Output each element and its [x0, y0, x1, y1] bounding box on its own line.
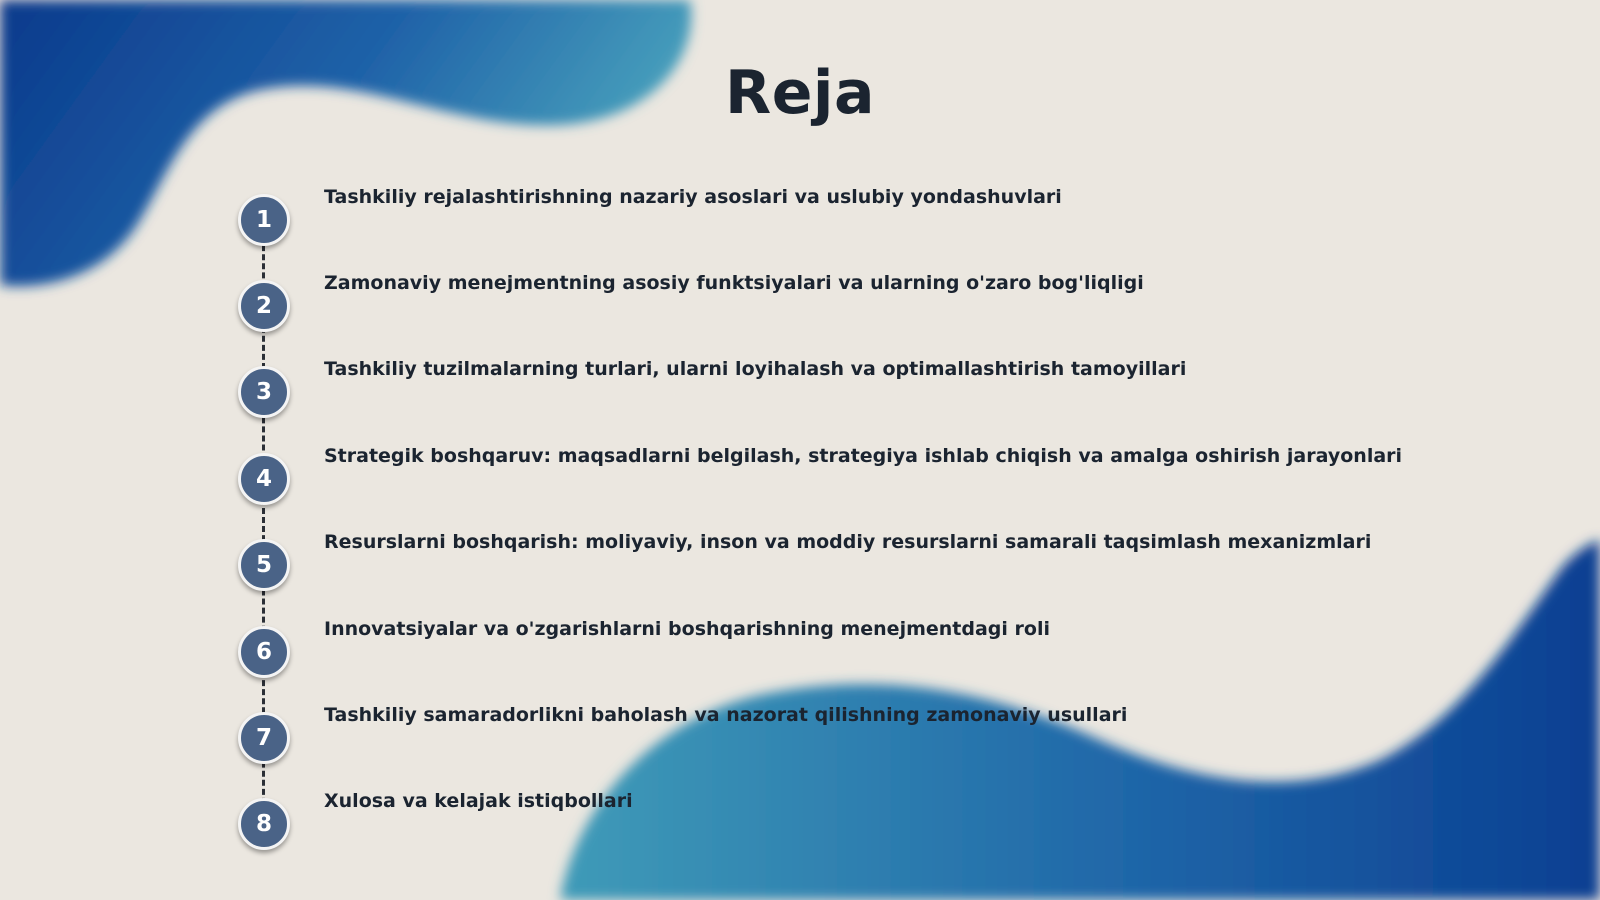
agenda-item-text: Tashkiliy samaradorlikni baholash va nazorat qilishning zamonaviy usullari — [324, 704, 1128, 726]
number-badge: 4 — [238, 453, 290, 505]
agenda-item-8 — [238, 790, 1568, 858]
agenda-item-text: Strategik boshqaruv: maqsadlarni belgilash, strategiya ishlab chiqish va amalga oshirish jarayonlari — [324, 445, 1403, 467]
number-badge: 7 — [238, 712, 290, 764]
agenda-item-4 — [238, 445, 1568, 513]
agenda-item-text: Tashkiliy tuzilmalarning turlari, ularni loyihalash va optimallashtirish tamoyillari — [324, 358, 1187, 380]
agenda-item-text: Zamonaviy menejmentning asosiy funktsiyalari va ularning o'zaro bog'liqligi — [324, 272, 1144, 294]
number-badge: 2 — [238, 280, 290, 332]
number-badge: 6 — [238, 626, 290, 678]
agenda-item-6 — [238, 618, 1568, 686]
agenda-item-text: Tashkiliy rejalashtirishning nazariy asoslari va uslubiy yondashuvlari — [324, 186, 1062, 208]
number-badge: 5 — [238, 539, 290, 591]
agenda-item-5 — [238, 531, 1568, 599]
agenda-item-7 — [238, 704, 1568, 772]
agenda-item-3 — [238, 358, 1568, 426]
number-badge: 8 — [238, 798, 290, 850]
agenda-item-text: Resurslarni boshqarish: moliyaviy, inson va moddiy resurslarni samarali taqsimlash mexanizmlari — [324, 531, 1372, 553]
agenda-item-1 — [238, 186, 1568, 254]
number-badge: 1 — [238, 194, 290, 246]
agenda-item-text: Xulosa va kelajak istiqbollari — [324, 790, 633, 812]
agenda-item-2 — [238, 272, 1568, 340]
page-title: Reja — [725, 58, 875, 128]
number-badge: 3 — [238, 366, 290, 418]
agenda-item-text: Innovatsiyalar va o'zgarishlarni boshqarishning menejmentdagi roli — [324, 618, 1050, 640]
